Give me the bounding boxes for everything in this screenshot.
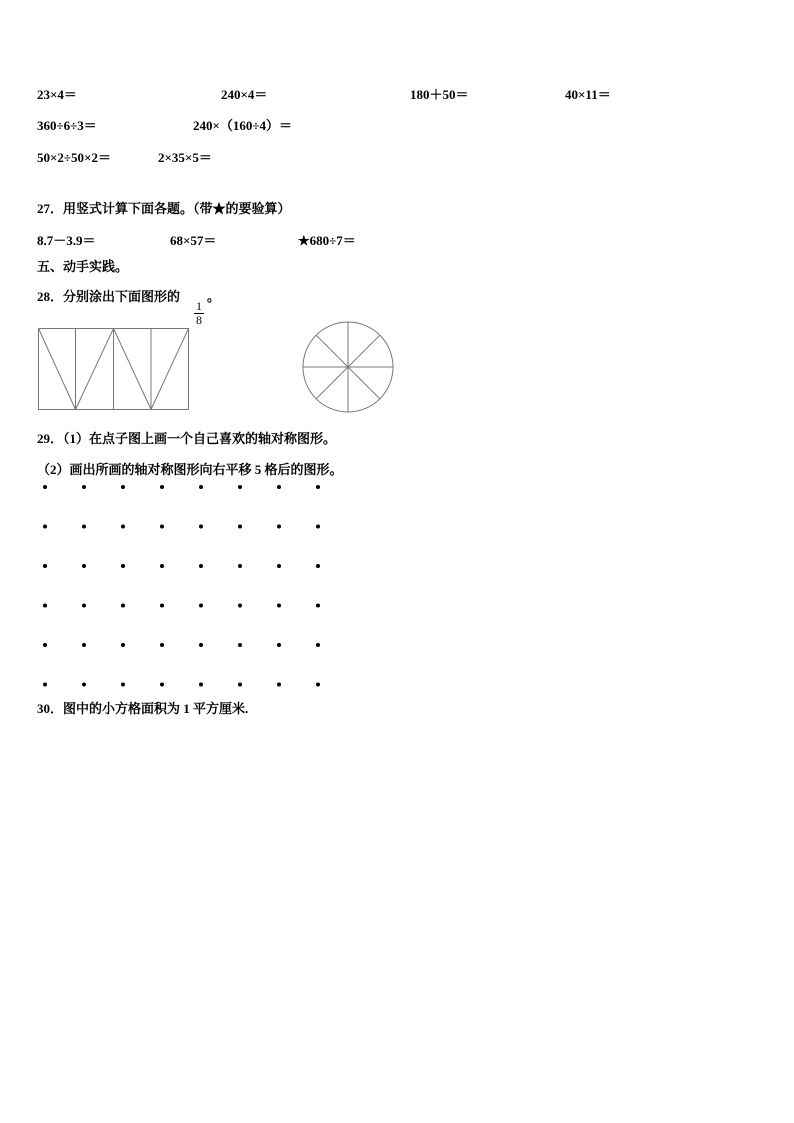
grid-dot[interactable] <box>277 643 281 647</box>
equation-68x57: 68×57＝ <box>170 233 217 248</box>
grid-dot[interactable] <box>238 604 242 608</box>
equation-360div6div3: 360÷6÷3＝ <box>37 118 97 133</box>
fraction-one-eighth <box>194 300 204 327</box>
grid-dot[interactable] <box>199 525 203 529</box>
grid-dot[interactable] <box>43 604 47 608</box>
grid-dot[interactable] <box>277 564 281 568</box>
grid-dot[interactable] <box>277 485 281 489</box>
grid-dot[interactable] <box>316 643 320 647</box>
grid-dot[interactable] <box>160 604 164 608</box>
question-29-part2: （2）画出所画的轴对称图形向右平移 5 格后的图形。 <box>37 462 343 477</box>
equation-180plus50: 180＋50＝ <box>410 87 469 102</box>
rectangle-division-lines <box>39 329 189 410</box>
grid-dot[interactable] <box>82 485 86 489</box>
equation-50x2div50x2: 50×2÷50×2＝ <box>37 150 111 165</box>
grid-dot[interactable] <box>121 604 125 608</box>
dot-grid[interactable] <box>30 476 330 696</box>
section-5-heading: 五、动手实践。 <box>37 259 129 274</box>
grid-dot[interactable] <box>121 525 125 529</box>
grid-dot[interactable] <box>277 525 281 529</box>
equation-40x11: 40×11＝ <box>565 87 611 102</box>
equation-240x-paren: 240×（160÷4）＝ <box>193 118 293 133</box>
question-28-prefix: 28．分别涂出下面图形的 <box>37 289 181 304</box>
grid-dot[interactable] <box>160 525 164 529</box>
grid-dot[interactable] <box>121 564 125 568</box>
grid-dot[interactable] <box>82 525 86 529</box>
grid-dot[interactable] <box>82 564 86 568</box>
equation-23x4: 23×4＝ <box>37 87 77 102</box>
grid-dot[interactable] <box>160 564 164 568</box>
equation-240x4: 240×4＝ <box>221 87 268 102</box>
grid-dot[interactable] <box>82 643 86 647</box>
grid-dot[interactable] <box>238 485 242 489</box>
grid-dot[interactable] <box>43 683 47 687</box>
grid-dot[interactable] <box>160 683 164 687</box>
equation-8.7minus3.9: 8.7－3.9＝ <box>37 233 96 248</box>
grid-dot[interactable] <box>277 683 281 687</box>
grid-dot[interactable] <box>199 683 203 687</box>
rectangle-figure[interactable] <box>38 328 189 410</box>
circle-figure[interactable] <box>301 321 395 413</box>
grid-dot[interactable] <box>43 564 47 568</box>
grid-dot[interactable] <box>82 604 86 608</box>
grid-dot[interactable] <box>199 564 203 568</box>
question-28-title <box>37 286 180 305</box>
grid-dot[interactable] <box>316 604 320 608</box>
grid-dot[interactable] <box>238 564 242 568</box>
grid-dot[interactable] <box>316 564 320 568</box>
grid-dot[interactable] <box>121 485 125 489</box>
equation-2x35x5: 2×35×5＝ <box>158 150 212 165</box>
grid-dot[interactable] <box>199 643 203 647</box>
grid-dot[interactable] <box>238 683 242 687</box>
grid-dot[interactable] <box>238 643 242 647</box>
question-30-title: 30．图中的小方格面积为 1 平方厘米. <box>37 701 249 716</box>
fraction-numerator: 1 <box>196 299 202 313</box>
grid-dot[interactable] <box>199 604 203 608</box>
grid-dot[interactable] <box>277 604 281 608</box>
question-27-title: 27．用竖式计算下面各题。（带★的要验算） <box>37 201 291 216</box>
grid-dot[interactable] <box>43 643 47 647</box>
grid-dot[interactable] <box>121 643 125 647</box>
grid-dot[interactable] <box>121 683 125 687</box>
grid-dot[interactable] <box>316 525 320 529</box>
fraction-denominator: 8 <box>196 313 202 327</box>
question-28-suffix: 。 <box>207 289 221 304</box>
grid-dot[interactable] <box>199 485 203 489</box>
grid-dot[interactable] <box>316 485 320 489</box>
grid-dot[interactable] <box>43 525 47 529</box>
equation-680div7: ★680÷7＝ <box>298 233 356 248</box>
grid-dot[interactable] <box>160 485 164 489</box>
circle-division-lines <box>303 322 393 412</box>
grid-dot[interactable] <box>316 683 320 687</box>
question-29-part1: 29．（1）在点子图上画一个自己喜欢的轴对称图形。 <box>37 431 337 446</box>
grid-dot[interactable] <box>238 525 242 529</box>
grid-dot[interactable] <box>82 683 86 687</box>
grid-dot[interactable] <box>160 643 164 647</box>
grid-dot[interactable] <box>43 485 47 489</box>
